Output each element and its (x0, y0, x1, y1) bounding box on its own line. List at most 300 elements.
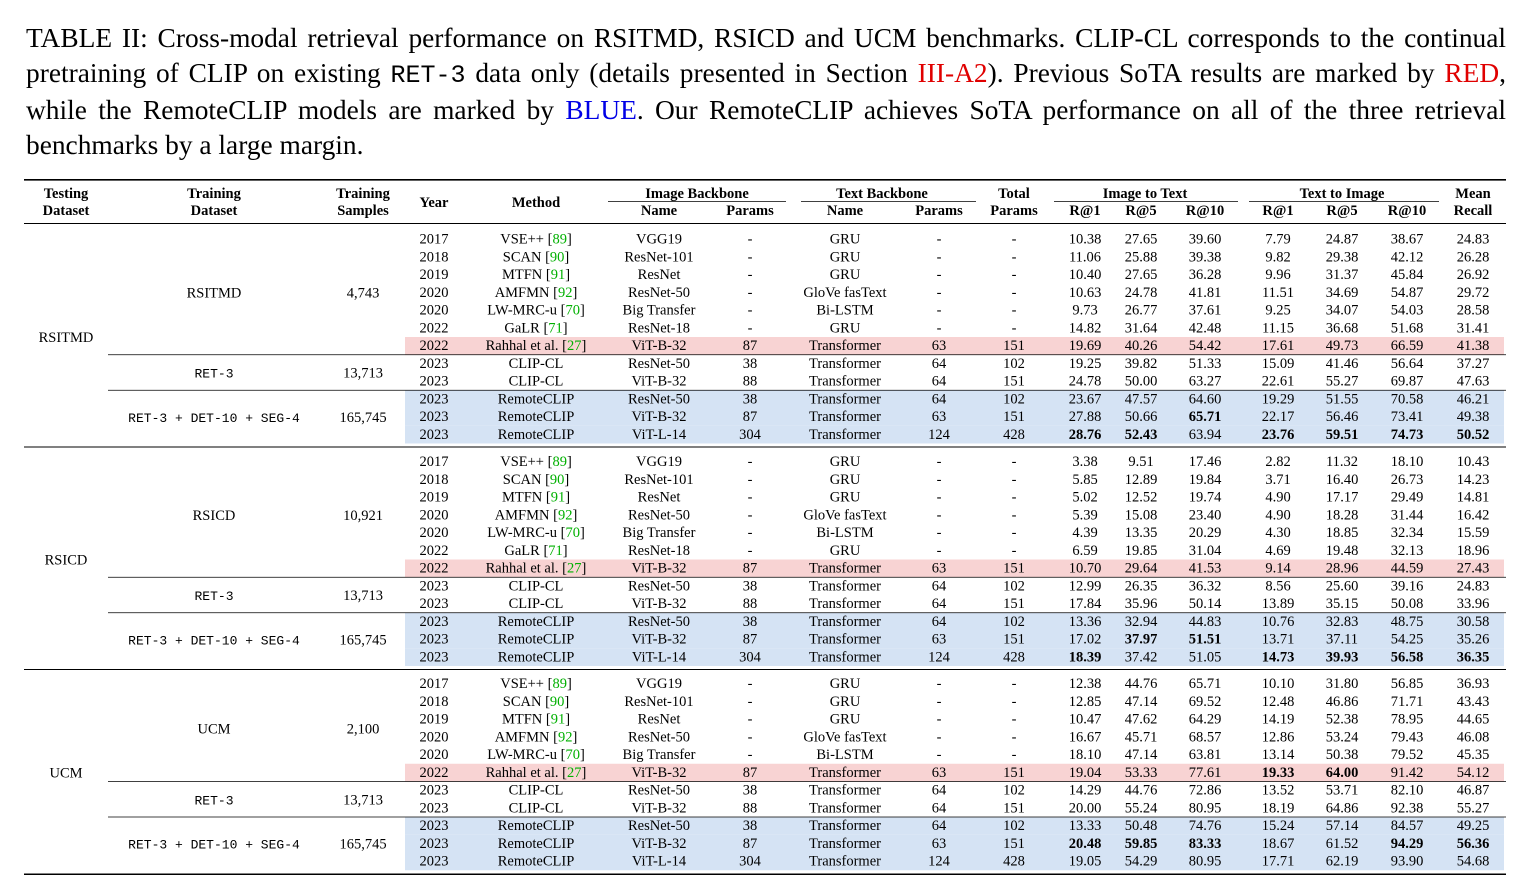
row-rsicd-0-4-i2t-r10: 20.29 (1188, 525, 1222, 541)
row-ucm-2-1-text-params: 63 (931, 835, 947, 852)
row-rsicd-2-2-i2t-r1: 18.39 (1068, 649, 1102, 666)
citation-link[interactable]: 27 (567, 764, 582, 781)
row-ucm-2-1-method: RemoteCLIP (497, 835, 575, 852)
row-ucm-0-2-year: 2019 (419, 711, 449, 728)
citation-link[interactable]: 70 (565, 302, 580, 319)
training-dataset-ucm-0: UCM (197, 721, 231, 738)
citation-link[interactable]: 89 (552, 454, 567, 470)
row-rsicd-1-1-i2t-r5: 35.96 (1124, 596, 1158, 612)
citation-link[interactable]: 71 (548, 320, 563, 337)
row-ucm-0-3-year: 2020 (419, 729, 449, 746)
row-rsicd-0-4-total-params: - (1011, 525, 1017, 541)
row-rsicd-0-2-t2i-r10: 29.49 (1390, 489, 1424, 506)
row-ucm-0-2-text-backbone: GRU (829, 711, 861, 728)
row-rsitmd-0-1-image-params: - (747, 249, 753, 266)
row-rsitmd-0-4-text-params: - (936, 302, 942, 319)
row-rsitmd-0-2-text-params: - (936, 267, 942, 283)
row-rsicd-1-0-i2t-r1: 12.99 (1068, 578, 1102, 595)
row-rsitmd-0-6-t2i-r1: 17.61 (1261, 338, 1295, 354)
row-ucm-0-3-t2i-r10: 79.43 (1390, 729, 1424, 746)
citation-link[interactable]: 92 (557, 507, 573, 524)
row-rsitmd-2-2-total-params: 428 (1003, 426, 1025, 443)
row-rsicd-0-4-i2t-r5: 13.35 (1124, 525, 1158, 541)
row-rsitmd-0-0-image-backbone: VGG19 (636, 231, 682, 248)
row-rsitmd-2-0-text-backbone: Transformer (809, 391, 881, 408)
row-ucm-0-1-year: 2018 (419, 693, 449, 710)
row-rsitmd-1-0-mean-recall: 37.27 (1456, 355, 1490, 372)
row-rsitmd-0-3-text-backbone: GloVe fasText (803, 284, 887, 301)
row-rsicd-2-2-t2i-r1: 14.73 (1261, 649, 1295, 666)
row-rsitmd-0-4-i2t-r5: 26.77 (1124, 302, 1158, 319)
row-rsitmd-0-2-t2i-r5: 31.37 (1325, 267, 1359, 283)
row-rsitmd-0-6-i2t-r10: 54.42 (1188, 338, 1222, 354)
row-ucm-0-0-t2i-r1: 10.10 (1261, 676, 1295, 692)
testing-dataset-ucm: UCM (49, 765, 83, 782)
row-ucm-0-5-year: 2022 (419, 764, 449, 781)
row-ucm-1-1-image-backbone: ViT-B-32 (631, 800, 687, 817)
row-rsicd-0-6-total-params: 151 (1003, 560, 1025, 577)
row-rsicd-0-2-text-params: - (936, 489, 942, 506)
caption-text-3: ). Previous SoTA results are marked by (987, 57, 1445, 88)
training-dataset-rsitmd-1: RET-3 (194, 366, 234, 382)
caption-text-2: data only (details presented in Section (465, 57, 918, 88)
row-rsicd-0-6-t2i-r10: 44.59 (1390, 560, 1424, 577)
row-ucm-2-1-image-params: 87 (742, 835, 758, 852)
training-dataset-rsicd-0: RSICD (192, 508, 236, 525)
row-ucm-0-1-total-params: - (1011, 693, 1017, 710)
row-rsitmd-2-2-i2t-r5: 52.43 (1124, 426, 1158, 443)
row-rsitmd-2-0-t2i-r10: 70.58 (1390, 391, 1424, 408)
row-ucm-2-0-i2t-r1: 13.33 (1068, 818, 1102, 834)
row-ucm-1-1-text-params: 64 (931, 800, 947, 817)
training-samples-rsicd-2: 165,745 (339, 632, 387, 649)
row-ucm-0-2-t2i-r5: 52.38 (1325, 711, 1359, 728)
header-sub-params-3: Params (915, 203, 963, 219)
row-rsitmd-2-1-mean-recall: 49.38 (1456, 409, 1490, 425)
row-rsicd-0-0-t2i-r5: 11.32 (1325, 454, 1359, 470)
row-rsitmd-0-4-total-params: - (1011, 302, 1017, 319)
row-rsicd-0-5-t2i-r10: 32.13 (1390, 542, 1424, 559)
row-rsicd-0-2-i2t-r5: 12.52 (1124, 489, 1158, 506)
row-rsitmd-1-1-i2t-r10: 63.27 (1188, 373, 1222, 390)
caption-red-label: RED (1444, 57, 1500, 88)
row-ucm-2-1-t2i-r1: 18.67 (1261, 835, 1295, 852)
row-rsicd-0-5-total-params: - (1011, 542, 1017, 559)
row-ucm-0-0-total-params: - (1011, 676, 1017, 692)
row-ucm-0-4-t2i-r1: 13.14 (1261, 747, 1295, 763)
header-sub-r10-7: R@10 (1185, 203, 1225, 219)
row-rsicd-0-2-i2t-r10: 19.74 (1188, 489, 1222, 506)
row-rsitmd-2-0-i2t-r10: 64.60 (1188, 391, 1222, 408)
row-rsicd-1-1-method: CLIP-CL (508, 596, 564, 612)
row-rsitmd-2-2-t2i-r5: 59.51 (1325, 426, 1359, 443)
row-rsitmd-0-0-text-backbone: GRU (829, 231, 861, 248)
row-rsitmd-2-2-image-params: 304 (739, 426, 761, 443)
row-ucm-0-4-image-backbone: Big Transfer (622, 747, 696, 763)
row-rsitmd-0-5-t2i-r10: 51.68 (1390, 320, 1424, 337)
row-rsicd-2-1-t2i-r10: 54.25 (1390, 631, 1424, 648)
row-ucm-2-1-mean-recall: 56.36 (1456, 835, 1490, 852)
row-rsicd-2-1-image-backbone: ViT-B-32 (631, 631, 687, 648)
caption-ret3: RET-3 (390, 60, 466, 90)
row-rsicd-1-1-t2i-r1: 13.89 (1261, 596, 1295, 612)
row-rsicd-2-0-image-backbone: ResNet-50 (627, 613, 691, 630)
row-ucm-2-2-mean-recall: 54.68 (1456, 853, 1490, 870)
row-ucm-0-0-i2t-r10: 65.71 (1188, 676, 1222, 692)
row-rsitmd-2-0-t2i-r5: 51.55 (1325, 391, 1359, 408)
row-rsitmd-0-1-year: 2018 (419, 249, 449, 266)
row-rsicd-0-3-i2t-r5: 15.08 (1124, 507, 1158, 524)
training-dataset-rsitmd-2: RET-3 + DET-10 + SEG-4 (128, 410, 300, 426)
row-rsicd-0-1-image-params: - (747, 471, 753, 488)
citation-link[interactable]: 92 (557, 284, 573, 301)
row-ucm-2-1-t2i-r5: 61.52 (1325, 835, 1359, 852)
row-ucm-0-0-method: VSE++ [89] (500, 676, 572, 692)
row-rsitmd-0-5-image-params: - (747, 320, 753, 337)
caption-text-5: . Our RemoteCLIP achieves SoTA performance on all of the three retrieval benchmarks by a large margin. (26, 95, 1506, 160)
row-rsicd-0-2-mean-recall: 14.81 (1456, 489, 1490, 506)
row-ucm-1-0-t2i-r5: 53.71 (1325, 782, 1359, 799)
row-rsitmd-0-5-method: GaLR [71] (504, 320, 568, 337)
row-ucm-0-2-text-params: - (936, 711, 942, 728)
row-rsicd-2-0-total-params: 102 (1003, 613, 1025, 630)
citation-link[interactable]: 90 (549, 693, 565, 710)
row-rsitmd-0-5-i2t-r10: 42.48 (1188, 320, 1222, 337)
row-rsitmd-2-1-method: RemoteCLIP (497, 409, 575, 425)
row-rsicd-1-0-total-params: 102 (1003, 578, 1025, 595)
row-rsicd-0-1-image-backbone: ResNet-101 (624, 471, 694, 488)
row-rsitmd-0-1-t2i-r1: 9.82 (1265, 249, 1291, 266)
row-rsicd-0-5-i2t-r1: 6.59 (1072, 542, 1098, 559)
row-rsicd-0-3-i2t-r10: 23.40 (1188, 507, 1222, 524)
row-ucm-0-5-t2i-r5: 64.00 (1325, 764, 1359, 781)
row-rsicd-2-2-year: 2023 (419, 649, 449, 666)
row-rsicd-0-0-year: 2017 (419, 454, 449, 470)
row-rsitmd-1-1-year: 2023 (419, 373, 449, 390)
testing-dataset-rsitmd: RSITMD (38, 330, 94, 346)
row-ucm-1-1-i2t-r1: 20.00 (1068, 800, 1102, 817)
row-ucm-2-0-image-backbone: ResNet-50 (627, 818, 691, 834)
row-rsicd-0-3-image-backbone: ResNet-50 (627, 507, 691, 524)
row-ucm-0-0-i2t-r1: 12.38 (1068, 676, 1102, 692)
row-rsicd-2-0-i2t-r1: 13.36 (1068, 613, 1102, 630)
row-rsicd-2-1-text-backbone: Transformer (809, 631, 881, 648)
row-ucm-2-2-t2i-r1: 17.71 (1261, 853, 1295, 870)
row-ucm-0-2-method: MTFN [91] (501, 711, 571, 728)
row-rsicd-2-1-i2t-r5: 37.97 (1124, 631, 1158, 648)
citation-link[interactable]: 27 (567, 338, 582, 354)
row-ucm-0-4-i2t-r1: 18.10 (1068, 747, 1102, 763)
row-ucm-0-5-i2t-r10: 77.61 (1188, 764, 1222, 781)
row-ucm-2-0-image-params: 38 (742, 818, 758, 834)
header-sub-r5-6: R@5 (1125, 203, 1157, 219)
citation-link[interactable]: 91 (550, 267, 566, 283)
row-rsitmd-1-0-i2t-r1: 19.25 (1068, 355, 1102, 372)
row-rsitmd-1-1-method: CLIP-CL (508, 373, 564, 390)
header-sub-name-2: Name (826, 203, 864, 219)
row-ucm-0-0-image-params: - (747, 676, 753, 692)
citation-link[interactable]: 70 (565, 525, 580, 541)
row-rsitmd-2-0-text-params: 64 (931, 391, 947, 408)
caption-blue-label: BLUE (565, 95, 637, 126)
row-rsicd-2-1-total-params: 151 (1003, 631, 1025, 648)
row-rsicd-2-0-mean-recall: 30.58 (1456, 613, 1490, 630)
row-ucm-0-2-image-params: - (747, 711, 753, 728)
header-sub-r1-5: R@1 (1069, 203, 1101, 219)
citation-link[interactable]: 27 (567, 560, 582, 577)
row-rsicd-2-1-text-params: 63 (931, 631, 947, 648)
row-rsicd-1-0-image-backbone: ResNet-50 (627, 578, 691, 595)
row-rsitmd-0-0-method: VSE++ [89] (500, 231, 572, 248)
row-rsicd-0-0-t2i-r1: 2.82 (1265, 454, 1291, 470)
row-rsitmd-0-4-image-params: - (747, 302, 753, 319)
row-rsicd-0-5-mean-recall: 18.96 (1456, 542, 1490, 559)
row-ucm-1-0-text-params: 64 (931, 782, 947, 799)
row-rsitmd-0-5-text-backbone: GRU (829, 320, 861, 337)
row-rsitmd-0-3-i2t-r10: 41.81 (1188, 284, 1222, 301)
row-ucm-2-2-i2t-r10: 80.95 (1188, 853, 1222, 870)
row-rsicd-0-5-i2t-r10: 31.04 (1188, 542, 1222, 559)
row-ucm-0-0-i2t-r5: 44.76 (1124, 676, 1158, 692)
row-rsitmd-2-1-year: 2023 (419, 409, 449, 425)
row-ucm-1-0-total-params: 102 (1003, 782, 1025, 799)
row-ucm-2-1-i2t-r1: 20.48 (1068, 835, 1102, 852)
row-ucm-0-4-image-params: - (747, 747, 753, 763)
row-rsicd-1-0-t2i-r5: 25.60 (1325, 578, 1359, 595)
row-rsitmd-2-0-t2i-r1: 19.29 (1261, 391, 1295, 408)
row-rsicd-0-0-text-params: - (936, 454, 942, 470)
row-rsicd-0-6-i2t-r10: 41.53 (1188, 560, 1222, 577)
row-rsitmd-0-0-image-params: - (747, 231, 753, 248)
row-rsicd-1-1-image-params: 88 (742, 596, 758, 612)
row-rsitmd-0-0-i2t-r1: 10.38 (1068, 231, 1102, 248)
row-ucm-0-0-year: 2017 (419, 676, 449, 692)
header-text-backbone: Text Backbone (836, 186, 928, 202)
row-ucm-0-2-i2t-r1: 10.47 (1068, 711, 1102, 728)
header-sub-name-0: Name (640, 203, 678, 219)
row-ucm-1-0-i2t-r10: 72.86 (1188, 782, 1222, 799)
row-rsicd-2-1-i2t-r1: 17.02 (1068, 631, 1102, 648)
row-rsitmd-2-2-year: 2023 (419, 426, 449, 443)
row-ucm-2-1-i2t-r10: 83.33 (1188, 835, 1222, 852)
row-ucm-0-3-text-params: - (936, 729, 942, 746)
header-method: Method (511, 195, 561, 211)
row-ucm-0-3-method: AMFMN [92] (494, 729, 578, 746)
row-rsicd-2-2-method: RemoteCLIP (497, 649, 575, 666)
row-ucm-0-2-image-backbone: ResNet (637, 711, 681, 728)
row-ucm-2-1-t2i-r10: 94.29 (1390, 835, 1424, 852)
row-ucm-2-1-total-params: 151 (1003, 835, 1025, 852)
row-rsitmd-1-0-image-params: 38 (742, 355, 758, 372)
row-rsitmd-0-5-i2t-r1: 14.82 (1068, 320, 1102, 337)
row-rsitmd-0-0-t2i-r5: 24.87 (1325, 231, 1359, 248)
row-ucm-2-0-text-params: 64 (931, 818, 947, 834)
row-ucm-0-1-image-params: - (747, 693, 753, 710)
row-ucm-1-0-image-backbone: ResNet-50 (627, 782, 691, 799)
row-ucm-0-4-i2t-r5: 47.14 (1124, 747, 1158, 763)
citation-link[interactable]: 89 (552, 676, 567, 692)
training-samples-rsicd-1: 13,713 (343, 588, 383, 604)
row-rsitmd-2-1-text-params: 63 (931, 409, 947, 425)
row-rsitmd-0-1-i2t-r10: 39.38 (1188, 249, 1222, 266)
citation-link[interactable]: 92 (557, 729, 573, 746)
row-rsitmd-0-6-image-backbone: ViT-B-32 (631, 338, 687, 354)
row-rsitmd-2-2-text-params: 124 (928, 426, 950, 443)
row-ucm-0-3-image-params: - (747, 729, 753, 746)
row-ucm-2-0-t2i-r1: 15.24 (1261, 818, 1295, 834)
row-rsitmd-0-4-t2i-r10: 54.03 (1390, 302, 1424, 319)
row-rsicd-1-1-mean-recall: 33.96 (1456, 596, 1490, 612)
row-rsicd-0-0-image-backbone: VGG19 (636, 454, 682, 470)
citation-link[interactable]: 91 (550, 711, 566, 728)
row-rsitmd-2-1-i2t-r1: 27.88 (1068, 409, 1102, 425)
row-rsitmd-2-0-image-params: 38 (742, 391, 758, 408)
row-ucm-0-5-mean-recall: 54.12 (1456, 764, 1490, 781)
row-rsitmd-0-0-total-params: - (1011, 231, 1017, 248)
row-rsitmd-2-1-t2i-r5: 56.46 (1325, 409, 1359, 425)
row-rsitmd-0-0-text-params: - (936, 231, 942, 248)
citation-link[interactable]: 70 (565, 747, 580, 763)
row-rsitmd-2-1-total-params: 151 (1003, 409, 1025, 425)
row-rsitmd-0-6-mean-recall: 41.38 (1456, 338, 1490, 354)
row-rsicd-0-5-text-backbone: GRU (829, 542, 861, 559)
row-rsicd-0-4-t2i-r10: 32.34 (1390, 525, 1424, 541)
row-ucm-1-0-mean-recall: 46.87 (1456, 782, 1490, 799)
row-rsicd-0-4-image-backbone: Big Transfer (622, 525, 696, 541)
training-samples-ucm-2: 165,745 (339, 836, 387, 853)
row-rsicd-0-2-total-params: - (1011, 489, 1017, 506)
row-rsicd-2-1-mean-recall: 35.26 (1456, 631, 1490, 648)
training-dataset-rsicd-1: RET-3 (194, 589, 234, 604)
row-ucm-0-1-text-backbone: GRU (829, 693, 861, 710)
row-rsicd-0-5-image-backbone: ResNet-18 (627, 542, 691, 559)
row-rsitmd-0-5-t2i-r5: 36.68 (1325, 320, 1359, 337)
row-rsicd-2-1-year: 2023 (419, 631, 449, 648)
row-rsitmd-1-1-image-backbone: ViT-B-32 (631, 373, 687, 390)
row-ucm-0-3-i2t-r10: 68.57 (1188, 729, 1222, 746)
citation-link[interactable]: 91 (550, 489, 566, 506)
row-rsicd-2-1-image-params: 87 (742, 631, 758, 648)
row-ucm-0-1-t2i-r5: 46.86 (1325, 693, 1359, 710)
row-rsitmd-2-1-text-backbone: Transformer (809, 409, 881, 425)
row-rsitmd-0-6-year: 2022 (419, 338, 449, 354)
row-rsitmd-0-3-text-params: - (936, 284, 942, 301)
row-rsitmd-0-2-text-backbone: GRU (829, 267, 861, 283)
row-rsitmd-2-2-image-backbone: ViT-L-14 (631, 426, 687, 443)
citation-link[interactable]: 90 (549, 471, 565, 488)
citation-link[interactable]: 90 (549, 249, 565, 266)
row-rsicd-0-5-t2i-r5: 19.48 (1325, 542, 1359, 559)
row-rsitmd-1-0-t2i-r10: 56.64 (1390, 355, 1424, 372)
row-rsitmd-2-1-image-params: 87 (742, 409, 758, 425)
testing-dataset-rsicd: RSICD (44, 552, 88, 569)
row-rsitmd-0-4-year: 2020 (419, 302, 449, 319)
row-rsicd-1-1-i2t-r10: 50.14 (1188, 596, 1222, 612)
training-samples-ucm-1: 13,713 (343, 792, 383, 809)
row-rsicd-0-2-method: MTFN [91] (501, 489, 571, 506)
row-rsicd-0-0-i2t-r10: 17.46 (1188, 454, 1222, 470)
row-ucm-1-1-mean-recall: 55.27 (1456, 800, 1490, 817)
row-rsicd-2-2-t2i-r10: 56.58 (1390, 649, 1424, 666)
row-rsitmd-0-5-total-params: - (1011, 320, 1017, 337)
row-ucm-1-0-t2i-r1: 13.52 (1261, 782, 1295, 799)
row-rsicd-0-1-method: SCAN [90] (502, 471, 570, 488)
row-rsitmd-1-0-total-params: 102 (1003, 355, 1025, 372)
row-rsicd-1-0-image-params: 38 (742, 578, 758, 595)
row-ucm-2-0-method: RemoteCLIP (497, 818, 575, 834)
row-rsitmd-0-2-method: MTFN [91] (501, 267, 571, 283)
citation-link[interactable]: 71 (548, 542, 563, 559)
row-rsitmd-2-0-year: 2023 (419, 391, 449, 408)
row-rsitmd-2-2-mean-recall: 50.52 (1456, 426, 1490, 443)
row-ucm-2-0-total-params: 102 (1003, 818, 1025, 834)
citation-link[interactable]: 89 (552, 231, 567, 248)
row-rsicd-2-2-text-params: 124 (928, 649, 950, 666)
caption-section-link[interactable]: III-A2 (917, 57, 988, 88)
row-rsicd-1-1-t2i-r10: 50.08 (1390, 596, 1424, 612)
row-ucm-0-0-t2i-r5: 31.80 (1325, 676, 1359, 692)
row-rsicd-0-5-i2t-r5: 19.85 (1124, 542, 1158, 559)
row-rsitmd-0-1-method: SCAN [90] (502, 249, 570, 266)
row-rsitmd-0-0-t2i-r1: 7.79 (1265, 231, 1291, 248)
training-dataset-ucm-1: RET-3 (194, 793, 234, 809)
row-ucm-0-2-i2t-r10: 64.29 (1188, 711, 1222, 728)
row-ucm-1-1-image-params: 88 (742, 800, 758, 817)
row-rsitmd-0-3-image-backbone: ResNet-50 (627, 284, 691, 301)
row-ucm-0-1-text-params: - (936, 693, 942, 710)
row-rsicd-0-2-year: 2019 (419, 489, 449, 506)
row-ucm-2-0-i2t-r5: 50.48 (1124, 818, 1158, 834)
header-total: Total (998, 186, 1030, 202)
row-rsicd-0-3-mean-recall: 16.42 (1456, 507, 1490, 524)
row-ucm-1-1-t2i-r1: 18.19 (1261, 800, 1295, 817)
row-ucm-0-5-text-params: 63 (931, 764, 947, 781)
row-ucm-1-1-text-backbone: Transformer (809, 800, 881, 817)
row-rsicd-1-1-year: 2023 (419, 596, 449, 612)
row-ucm-0-4-t2i-r5: 50.38 (1325, 747, 1359, 763)
row-ucm-0-1-i2t-r10: 69.52 (1188, 693, 1222, 710)
row-rsicd-2-0-year: 2023 (419, 613, 449, 630)
row-rsitmd-1-1-t2i-r1: 22.61 (1261, 373, 1295, 390)
row-rsitmd-0-6-text-backbone: Transformer (809, 338, 881, 354)
row-ucm-1-0-year: 2023 (419, 782, 449, 799)
row-rsitmd-0-3-total-params: - (1011, 284, 1017, 301)
row-ucm-0-1-i2t-r5: 47.14 (1124, 693, 1158, 710)
row-rsicd-1-1-total-params: 151 (1003, 596, 1025, 612)
row-rsicd-2-1-t2i-r1: 13.71 (1261, 631, 1295, 648)
row-ucm-0-3-mean-recall: 46.08 (1456, 729, 1490, 746)
row-rsitmd-2-2-method: RemoteCLIP (497, 426, 575, 443)
row-ucm-1-1-t2i-r10: 92.38 (1390, 800, 1424, 817)
row-rsicd-0-2-image-backbone: ResNet (637, 489, 681, 506)
row-rsitmd-1-1-text-backbone: Transformer (809, 373, 881, 390)
row-rsitmd-1-1-mean-recall: 47.63 (1456, 373, 1490, 390)
row-rsicd-0-4-year: 2020 (419, 525, 449, 541)
row-ucm-1-1-method: CLIP-CL (508, 800, 564, 817)
row-ucm-0-2-t2i-r1: 14.19 (1261, 711, 1295, 728)
row-ucm-2-0-t2i-r10: 84.57 (1390, 818, 1424, 834)
row-rsitmd-0-6-text-params: 63 (931, 338, 947, 354)
row-rsicd-2-1-method: RemoteCLIP (497, 631, 575, 648)
row-ucm-0-2-mean-recall: 44.65 (1456, 711, 1490, 728)
caption-text-1: TABLE II: Cross-modal retrieval performance on RSITMD, RSICD and UCM benchmarks. CLIP-CL corresponds to the continual pretraining of CLIP on existing (26, 23, 1506, 88)
row-rsicd-0-3-text-params: - (936, 507, 942, 524)
row-rsitmd-0-4-i2t-r1: 9.73 (1072, 302, 1098, 319)
row-ucm-0-5-t2i-r10: 91.42 (1390, 764, 1424, 781)
row-rsicd-2-1-i2t-r10: 51.51 (1188, 631, 1222, 648)
row-rsitmd-2-1-t2i-r1: 22.17 (1261, 409, 1295, 425)
row-ucm-2-0-year: 2023 (419, 818, 449, 834)
